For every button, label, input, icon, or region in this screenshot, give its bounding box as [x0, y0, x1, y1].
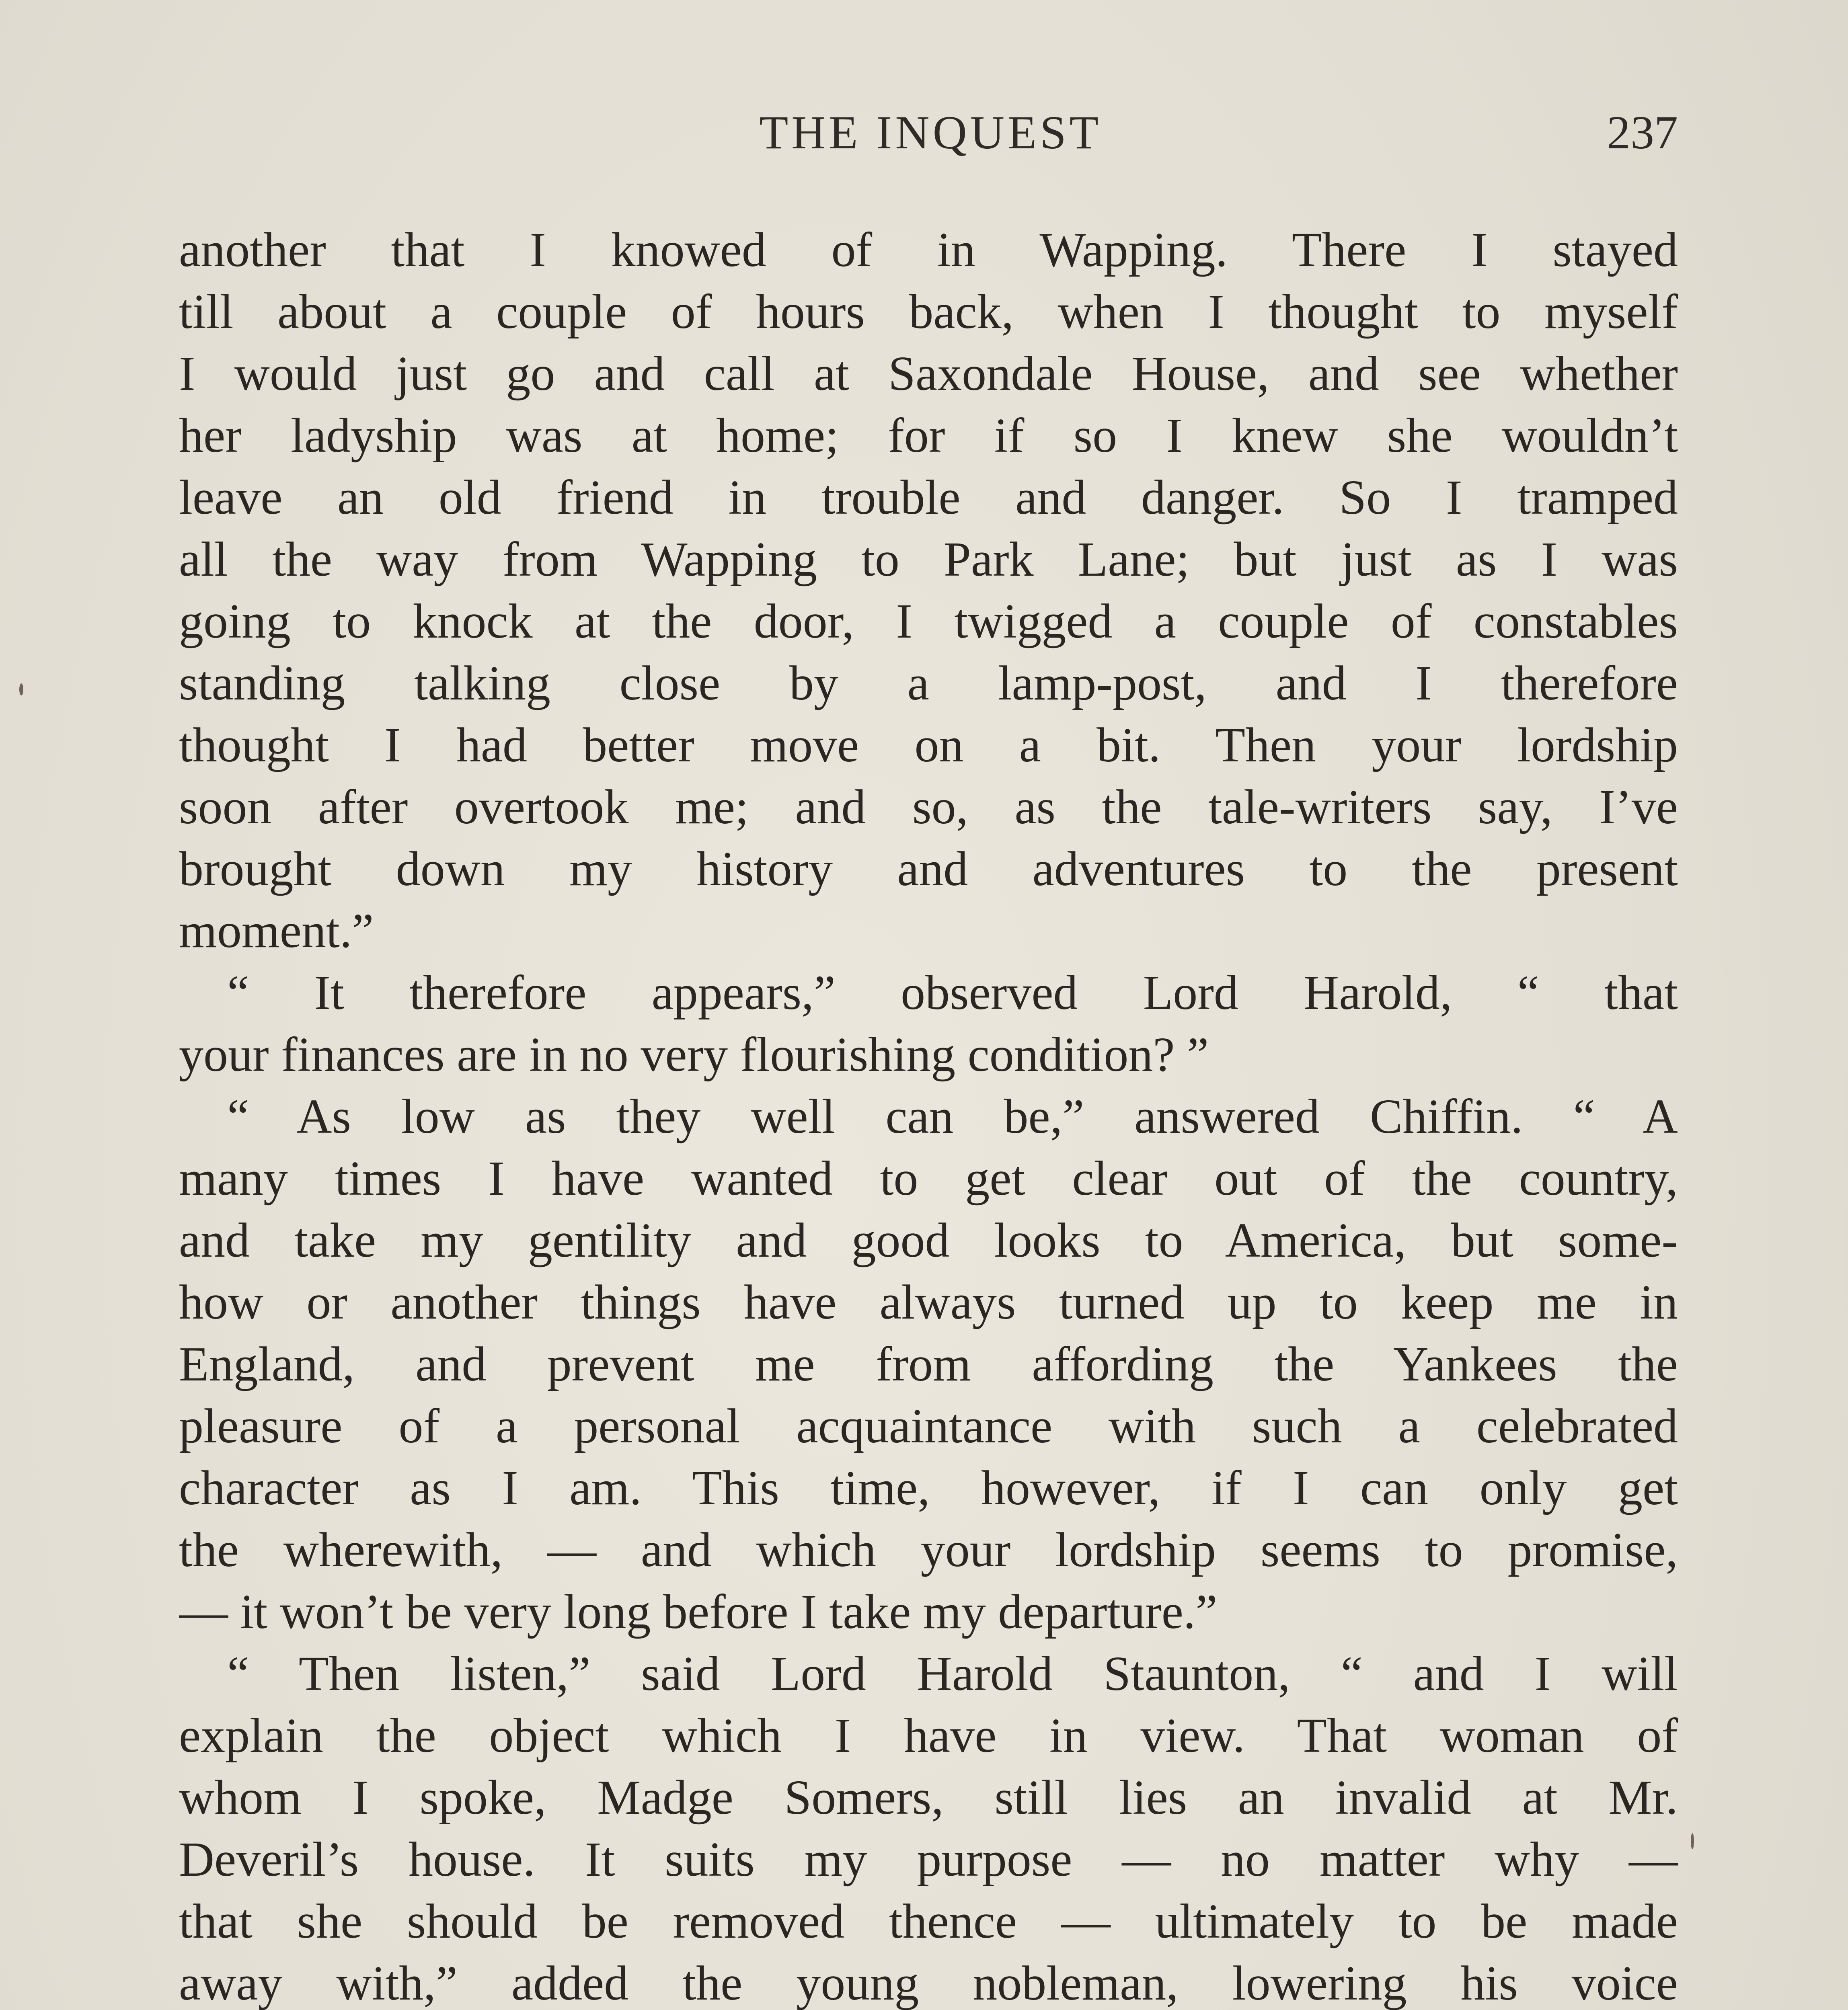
text-line: whom I spoke, Madge Somers, still lies an invalid at Mr.: [179, 1770, 1678, 1825]
text-line: thought I had better move on a bit. Then your lordship: [179, 718, 1678, 772]
text-line: another that I knowed of in Wapping. There I stayed: [179, 223, 1678, 277]
text-line: how or another things have always turned up to keep me in: [179, 1275, 1678, 1329]
margin-speck: [19, 683, 23, 695]
text-line: that she should be removed thence — ultimately to be made: [179, 1894, 1678, 1948]
text-line: away with,” added the young nobleman, lowering his voice: [179, 1956, 1678, 2010]
text-line: your finances are in no very flourishing condition? ”: [179, 1028, 1209, 1082]
body-text: [179, 219, 1678, 2010]
text-line: leave an old friend in trouble and danger. So I tramped: [179, 470, 1678, 525]
text-line: England, and prevent me from affording the Yankees the: [179, 1337, 1678, 1391]
text-line: all the way from Wapping to Park Lane; but just as I was: [179, 532, 1678, 587]
text-line: — it won’t be very long before I take my departure.”: [179, 1585, 1218, 1639]
running-head: THE INQUEST: [759, 106, 1102, 159]
text-line: character as I am. This time, however, if I can only get: [179, 1461, 1678, 1515]
text-line: “ As low as they well can be,” answered Chiffin. “ A: [227, 1089, 1678, 1144]
page-header: [183, 105, 1678, 170]
text-line: soon after overtook me; and so, as the tale-writers say, I’ve: [179, 780, 1678, 834]
text-line: standing talking close by a lamp-post, and I therefore: [179, 656, 1678, 710]
text-line: explain the object which I have in view. That woman of: [179, 1708, 1678, 1763]
text-line: I would just go and call at Saxondale House, and see whether: [179, 347, 1678, 401]
margin-speck: [1691, 1833, 1694, 1849]
text-line: pleasure of a personal acquaintance with such a celebrated: [179, 1399, 1678, 1453]
text-line: brought down my history and adventures to the present: [179, 842, 1678, 896]
page-number: 237: [1607, 106, 1678, 159]
text-line: many times I have wanted to get clear out of the country,: [179, 1151, 1678, 1206]
text-line: moment.”: [179, 904, 374, 958]
text-line: “ Then listen,” said Lord Harold Staunton, “ and I will: [227, 1647, 1678, 1701]
text-line: and take my gentility and good looks to America, but some-: [179, 1213, 1678, 1268]
text-line: the wherewith, — and which your lordship seems to promise,: [179, 1523, 1678, 1577]
text-line: going to knock at the door, I twigged a couple of constables: [179, 594, 1678, 648]
text-line: her ladyship was at home; for if so I knew she wouldn’t: [179, 408, 1678, 463]
text-line: “ It therefore appears,” observed Lord Harold, “ that: [227, 966, 1678, 1020]
text-line: till about a couple of hours back, when I thought to myself: [179, 285, 1678, 339]
text-line: Deveril’s house. It suits my purpose — no matter why —: [179, 1832, 1678, 1887]
